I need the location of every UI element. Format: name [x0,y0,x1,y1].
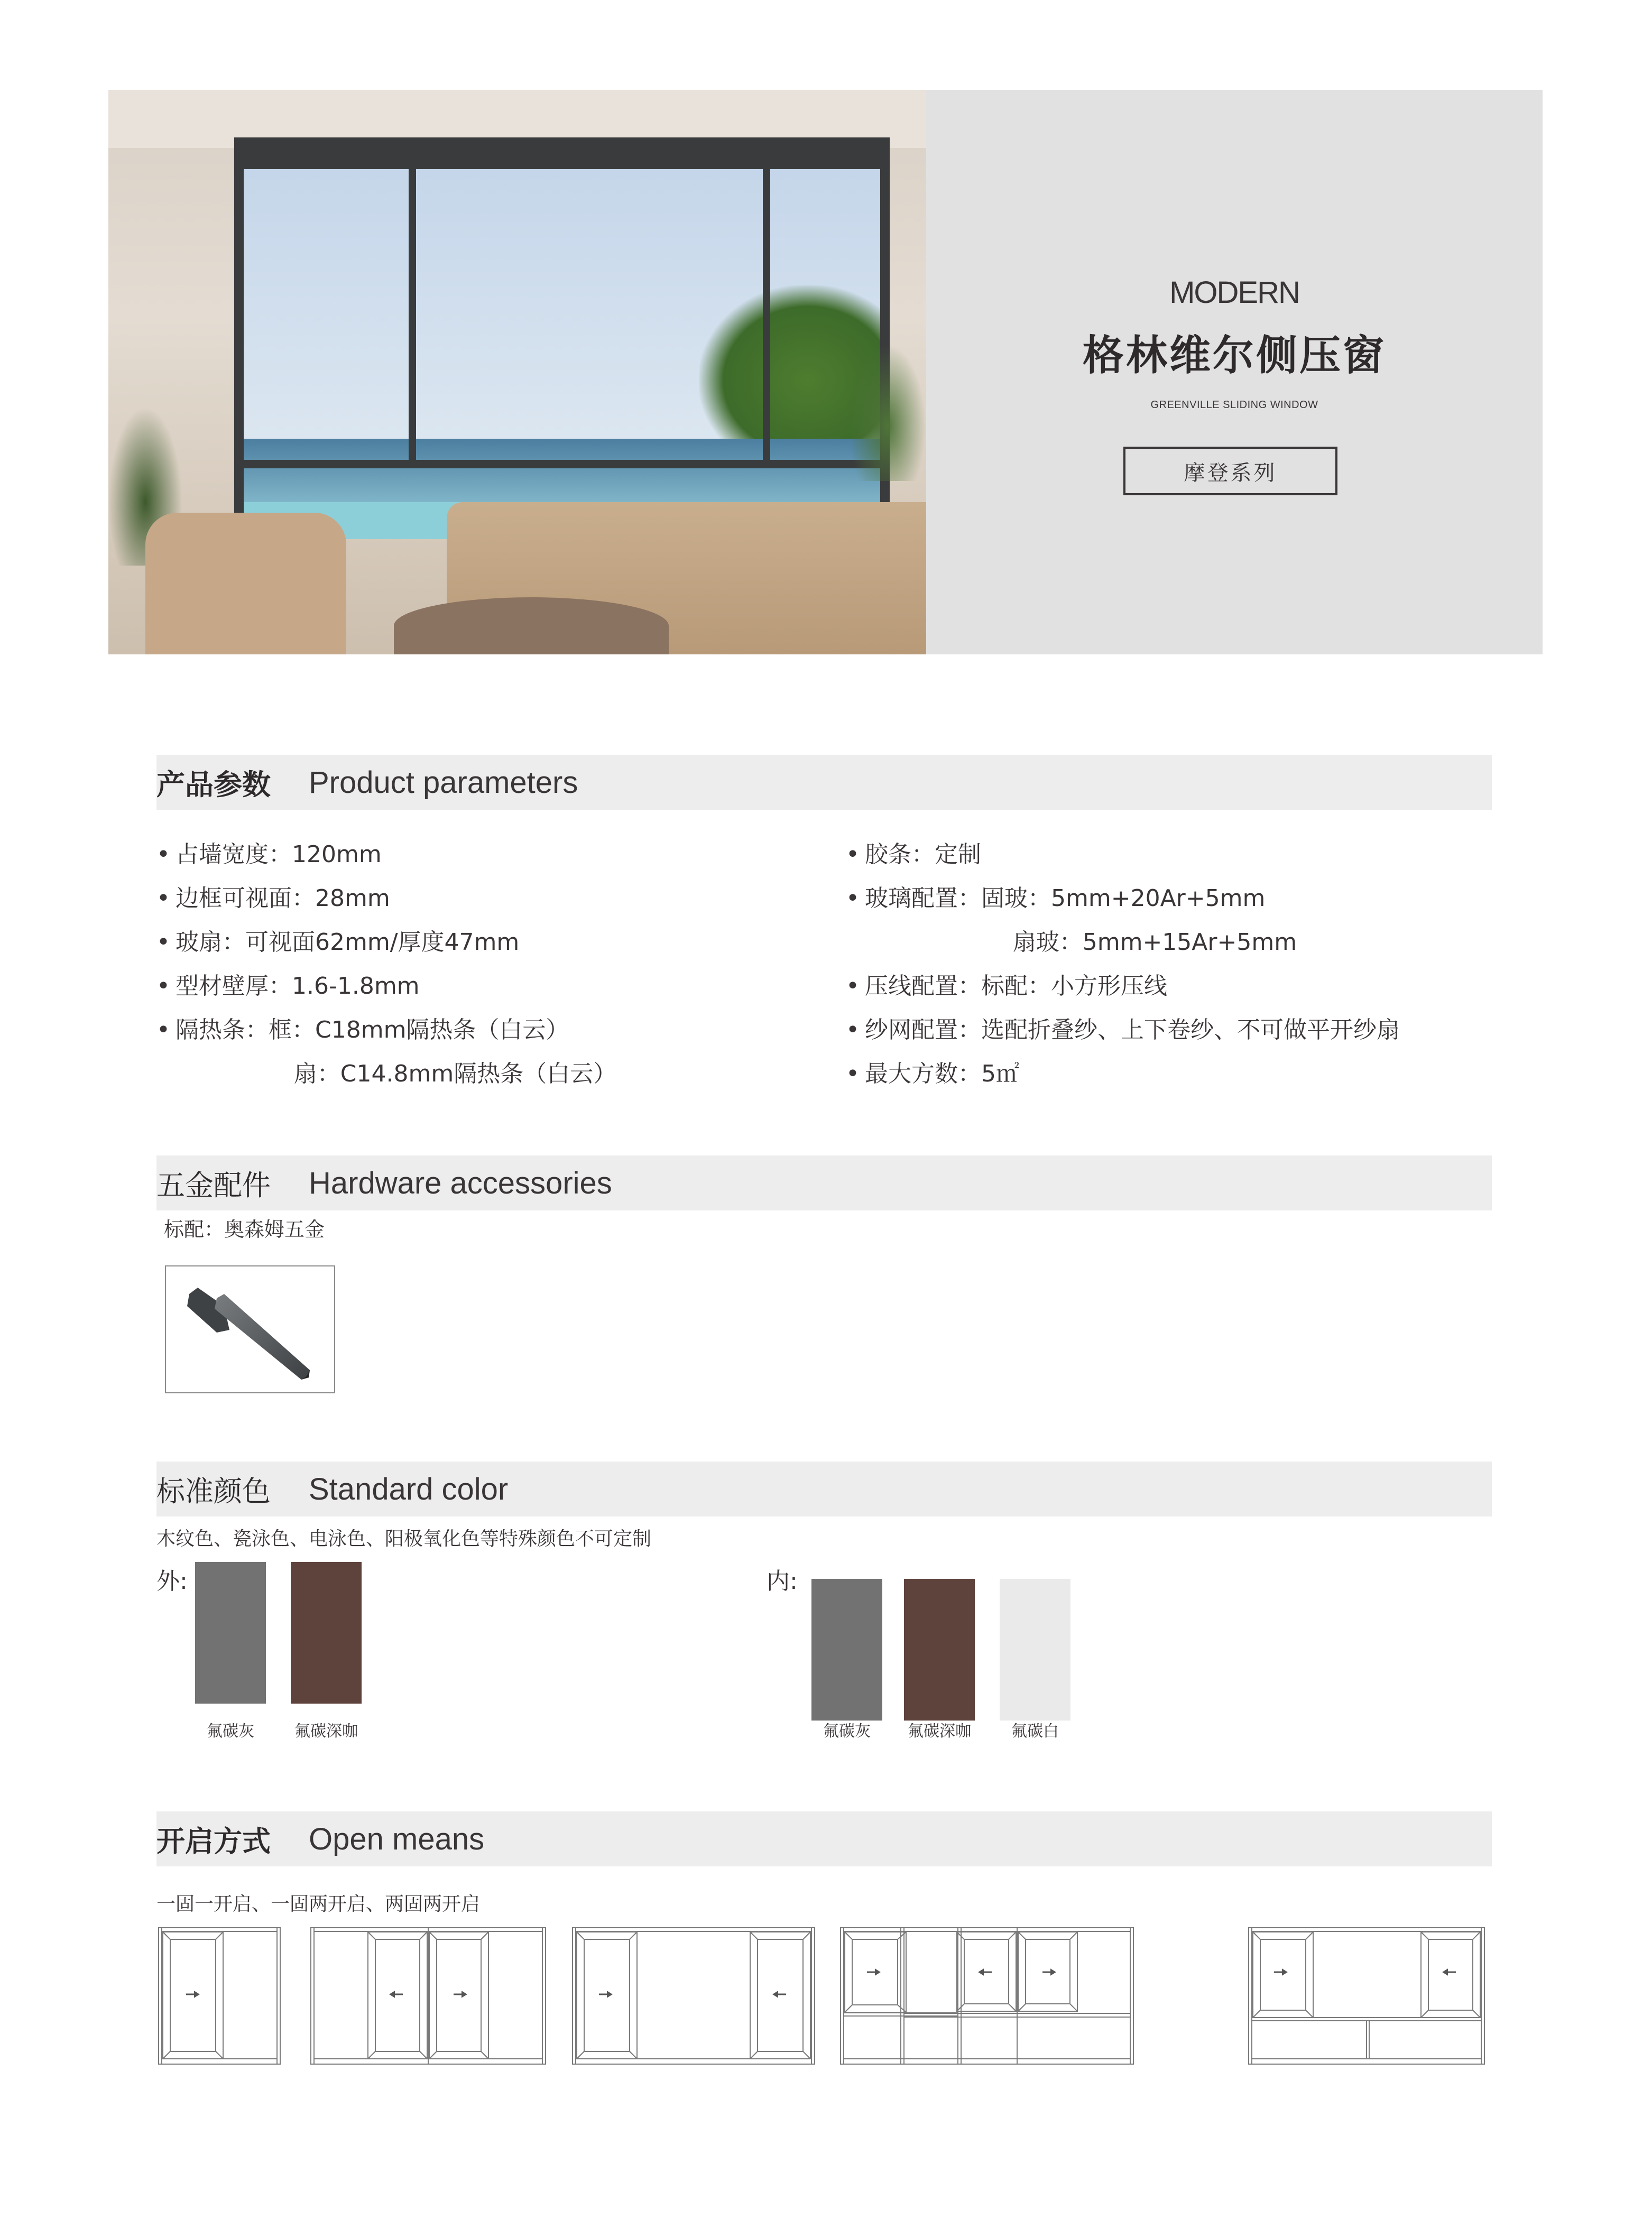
window-diagram-icon [156,1927,282,2065]
hardware-note: 标配：奥森姆五金 [164,1218,325,1241]
param-item [846,964,1400,1008]
swatch-inside-gray [811,1579,882,1721]
params-list-right [846,833,1400,1096]
section-header-open-means [156,1811,1492,1866]
params-list-left [156,833,616,1096]
swatch-label: 氟碳灰 [823,1722,871,1741]
sliding-window-photo [234,137,890,539]
plant-right [848,344,926,481]
bullet: • [846,1060,860,1087]
param-text: 边框可视面：28mm [176,885,390,912]
product-title: 格林维尔侧压窗 [1082,332,1386,380]
param-text: 型材壁厚：1.6-1.8mm [176,973,420,1000]
bullet: • [156,841,170,868]
param-item [846,876,1400,920]
section-title-cn: 五金配件 [156,1168,271,1202]
inside-label: 内: [767,1568,798,1595]
window-mullion [763,169,770,465]
param-item [156,964,616,1008]
bullet: • [846,841,860,868]
coffee-table [394,597,669,654]
window-handle-icon [166,1266,336,1394]
section-header-params [156,755,1492,810]
param-item-continued [156,1052,616,1096]
param-item [846,833,1400,876]
param-item [156,876,616,920]
hero-photo-living-room [108,90,926,654]
section-title-en: Hardware accessories [309,1166,612,1200]
section-title-en: Open means [309,1821,485,1856]
param-text: 最大方数：5㎡ [865,1060,1019,1087]
swatch-label: 氟碳白 [1011,1722,1059,1741]
bullet: • [156,885,170,912]
bullet: • [846,1016,860,1043]
param-text: 玻璃配置：固玻：5mm+20Ar+5mm [865,885,1266,912]
color-note: 木纹色、瓷泳色、电泳色、阳极氧化色等特殊颜色不可定制 [156,1528,652,1550]
bullet: • [156,1016,170,1043]
param-text: 扇：C14.8mm隔热条（白云） [176,1060,617,1087]
param-text: 隔热条：框：C18mm隔热条（白云） [176,1016,569,1043]
param-item [156,1008,616,1052]
param-item [846,1008,1400,1052]
section-title-cn: 产品参数 [156,767,271,801]
bullet: • [846,885,860,912]
swatch-label: 氟碳深咖 [908,1722,971,1741]
window-diagram-icon [310,1927,547,2065]
bullet [846,920,865,964]
param-text: 玻扇：可视面62mm/厚度47mm [176,929,520,956]
window-transom [244,460,880,468]
swatch-outside-brown [291,1562,362,1704]
swatch-label: 氟碳灰 [207,1722,254,1741]
param-text: 纱网配置：选配折叠纱、上下卷纱、不可做平开纱扇 [865,1016,1400,1043]
hero-banner [108,90,1543,654]
bullet: • [156,929,170,956]
window-diagram-icon [900,1927,1134,2065]
param-text: 压线配置：标配：小方形压线 [865,973,1167,1000]
param-item-continued [846,920,1400,964]
window-mullion [409,169,416,465]
param-item [156,920,616,964]
window-diagram-icon [571,1927,816,2065]
bullet: • [846,973,860,1000]
section-title-cn: 开启方式 [156,1824,271,1858]
section-title-en: Product parameters [309,765,578,800]
product-subtitle: GREENVILLE SLIDING WINDOW [1150,399,1318,411]
param-item [846,1052,1400,1096]
sea [244,439,880,502]
diagram-two-fixed-two-open [571,1927,816,2065]
hero-kicker: MODERN [1169,275,1299,310]
diagram-two-fixed-two-open-lower [1248,1927,1485,2065]
section-header-colors [156,1462,1492,1516]
series-badge: 摩登系列 [1123,447,1337,495]
section-title-en: Standard color [309,1472,509,1506]
swatch-outside-gray [195,1562,266,1704]
bullet: • [156,973,170,1000]
hardware-image [165,1265,335,1393]
window-diagram-icon [1248,1927,1485,2065]
param-text: 扇玻：5mm+15Ar+5mm [865,929,1297,956]
param-item [156,833,616,876]
open-means-note: 一固一开启、一固两开启、两固两开启 [156,1893,481,1915]
section-header-hardware [156,1155,1492,1210]
swatch-inside-brown [904,1579,975,1721]
outside-label: 外: [156,1568,188,1595]
diagram-one-fixed-two-open [310,1927,547,2065]
armchair [145,513,346,654]
section-title-cn: 标准颜色 [156,1474,271,1508]
swatch-inside-white [1000,1579,1070,1721]
swatch-label: 氟碳深咖 [294,1722,358,1741]
diagram-one-fixed-one-open [156,1927,282,2065]
hero-title-panel [926,90,1543,654]
diagram-one-fixed-two-open-lower [900,1927,1134,2065]
param-text: 胶条：定制 [865,841,981,868]
bullet [156,1052,176,1096]
param-text: 占墙宽度：120mm [176,841,382,868]
